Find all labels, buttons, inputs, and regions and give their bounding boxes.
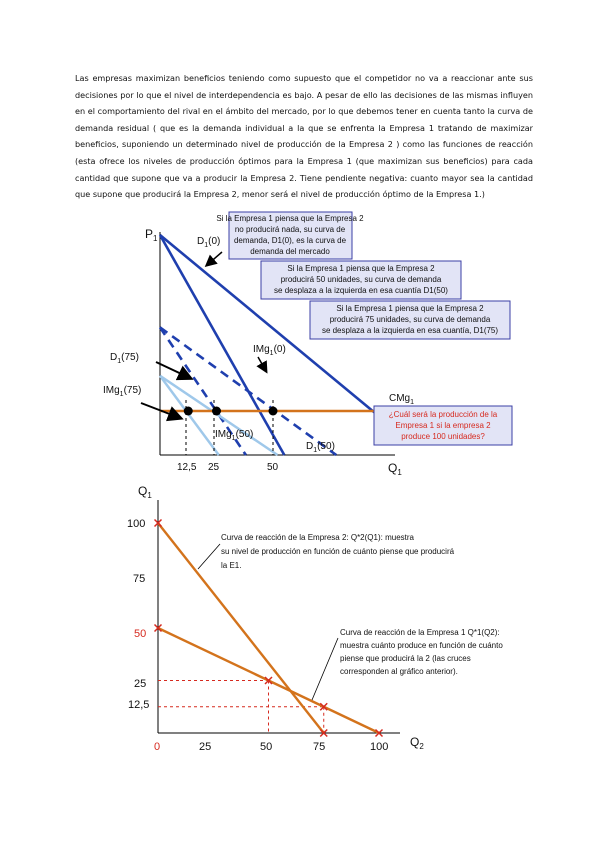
callout-d1-50: [261, 261, 461, 299]
svg-text:muestra cuánto produce en func: muestra cuánto produce en función de cuánto: [340, 641, 503, 650]
svg-text:no producirá nada, su curva de: no producirá nada, su curva de: [234, 225, 346, 234]
svg-text:Si la Empresa 1 piensa que la: Si la Empresa 1 piensa que la Empresa 2: [287, 264, 435, 273]
label-img1-0: IMg$_1$(0): [253, 344, 286, 357]
annotation-reaction-e2: [198, 533, 455, 570]
question-box: [374, 406, 512, 445]
label-cmg1: CMg$_1$: [389, 393, 415, 406]
chart2-x-label: $Q_2$: [410, 735, 424, 751]
chart2-ytick-100: 100: [127, 518, 146, 530]
callout-d1-0: [216, 212, 364, 259]
equilibrium-point: [269, 407, 278, 416]
chart2-y-label: $Q_1$: [138, 484, 152, 500]
chart1-tick-12-5: 12,5: [177, 462, 197, 473]
intro-paragraph: Las empresas maximizan beneficios teniendo como supuesto que el competidor no va a reaccionar ante sus decisiones por lo que el nivel de interdependencia es bajo. A pesar de ello las decisiones de las mismas influyen en el comportamiento del rival en el ámbito del mercado, por lo que debemos tener en cuenta tanto la curva de demanda residual ( que es la demanda individual a la que se enfrenta la Empresa 1 tratando de maximizar beneficios, suponiendo un determinado nivel de producción de la Empresa 2 ) como las funciones de reacción (esta ofrece los niveles de producción óptimos para la Empresa 1 (que maximizan sus beneficios) para cada cantidad que supone que va a producir la Empresa 2. Tiene pendiente negativa: cuanto mayor sea la cantidad que supone que producirá la Empresa 2, menor será el nivel de producción óptimo de la Empresa 1.): [75, 73, 533, 200]
annotation-reaction-e1: [312, 628, 503, 700]
svg-text:se desplaza a la izquierda en: se desplaza a la izquierda en esa cuantía D1(50): [274, 286, 448, 295]
chart2-ytick-25: 25: [134, 678, 147, 690]
equilibrium-point: [184, 407, 193, 416]
svg-text:Curva de reacción de la Empres: Curva de reacción de la Empresa 1 Q*1(Q2):: [340, 628, 500, 637]
chart1-tick-50: 50: [267, 462, 279, 473]
svg-text:Curva de reacción de la Empres: Curva de reacción de la Empresa 2: Q*2(Q1): muestra: [221, 533, 414, 542]
chart2-xtick-0: 0: [154, 741, 161, 753]
arrow-img1-0: [258, 357, 266, 371]
arrow-d1-0: [207, 252, 222, 265]
svg-text:su nivel de producción en func: su nivel de producción en función de cuánto piense que producirá: [221, 547, 455, 556]
svg-text:Si la Empresa 1 piensa que la: Si la Empresa 1 piensa que la Empresa 2: [336, 304, 484, 313]
chart2-xtick-50: 50: [260, 741, 273, 753]
svg-text:demanda, D1(0), es la curva de: demanda, D1(0), es la curva de: [233, 236, 347, 245]
equilibrium-point: [212, 407, 221, 416]
chart1-y-label: $P_1$: [145, 227, 158, 243]
chart2-ytick-12-5: 12,5: [128, 699, 150, 711]
label-d1-50: $D_1(50)$: [306, 441, 335, 454]
label-d1-0: $D_1(0)$: [197, 236, 221, 249]
annotation-e1-leader: [312, 638, 338, 700]
annotation-e2-leader: [198, 544, 220, 569]
svg-text:produce 100 unidades?: produce 100 unidades?: [401, 432, 485, 441]
chart2-ytick-50: 50: [134, 628, 147, 640]
label-img1-50: IMg$_1$(50): [215, 429, 254, 442]
svg-text:corresponden al gráfico anteri: corresponden al gráfico anterior).: [340, 667, 458, 676]
chart1: [103, 212, 512, 477]
chart2-xtick-75: 75: [313, 741, 326, 753]
callout-d1-75: [310, 301, 510, 339]
chart2-ytick-75: 75: [133, 573, 146, 585]
chart2-xtick-25: 25: [199, 741, 212, 753]
label-img1-75: IMg$_1$(75): [103, 385, 142, 398]
label-d1-75: $D_1(75)$: [110, 352, 139, 365]
svg-text:producirá 75 unidades, su curv: producirá 75 unidades, su curva de demanda: [329, 315, 491, 324]
series-img1-75: [160, 376, 219, 455]
chart1-tick-25: 25: [208, 462, 220, 473]
svg-text:Si la Empresa 1 piensa que la: Si la Empresa 1 piensa que la Empresa 2: [216, 214, 364, 223]
svg-text:se desplaza a la izquierda en: se desplaza a la izquierda en esa cuantía, D1(75): [321, 326, 499, 335]
svg-text:producirá 50 unidades, su curv: producirá 50 unidades, su curva de demanda: [280, 275, 442, 284]
series-d1-75: [160, 376, 278, 455]
svg-text:demanda del mercado: demanda del mercado: [250, 247, 330, 256]
svg-text:Empresa 1 si la empresa 2: Empresa 1 si la empresa 2: [395, 421, 491, 430]
svg-text:¿Cuál será la producción de la: ¿Cuál será la producción de la: [388, 410, 498, 419]
chart2: [127, 484, 503, 753]
chart2-xtick-100: 100: [370, 741, 389, 753]
svg-text:la E1.: la E1.: [221, 561, 242, 570]
chart1-x-label: $Q_1$: [388, 461, 402, 477]
svg-text:piense que producirá la 2 (las: piense que producirá la 2 (las cruces: [340, 654, 471, 663]
